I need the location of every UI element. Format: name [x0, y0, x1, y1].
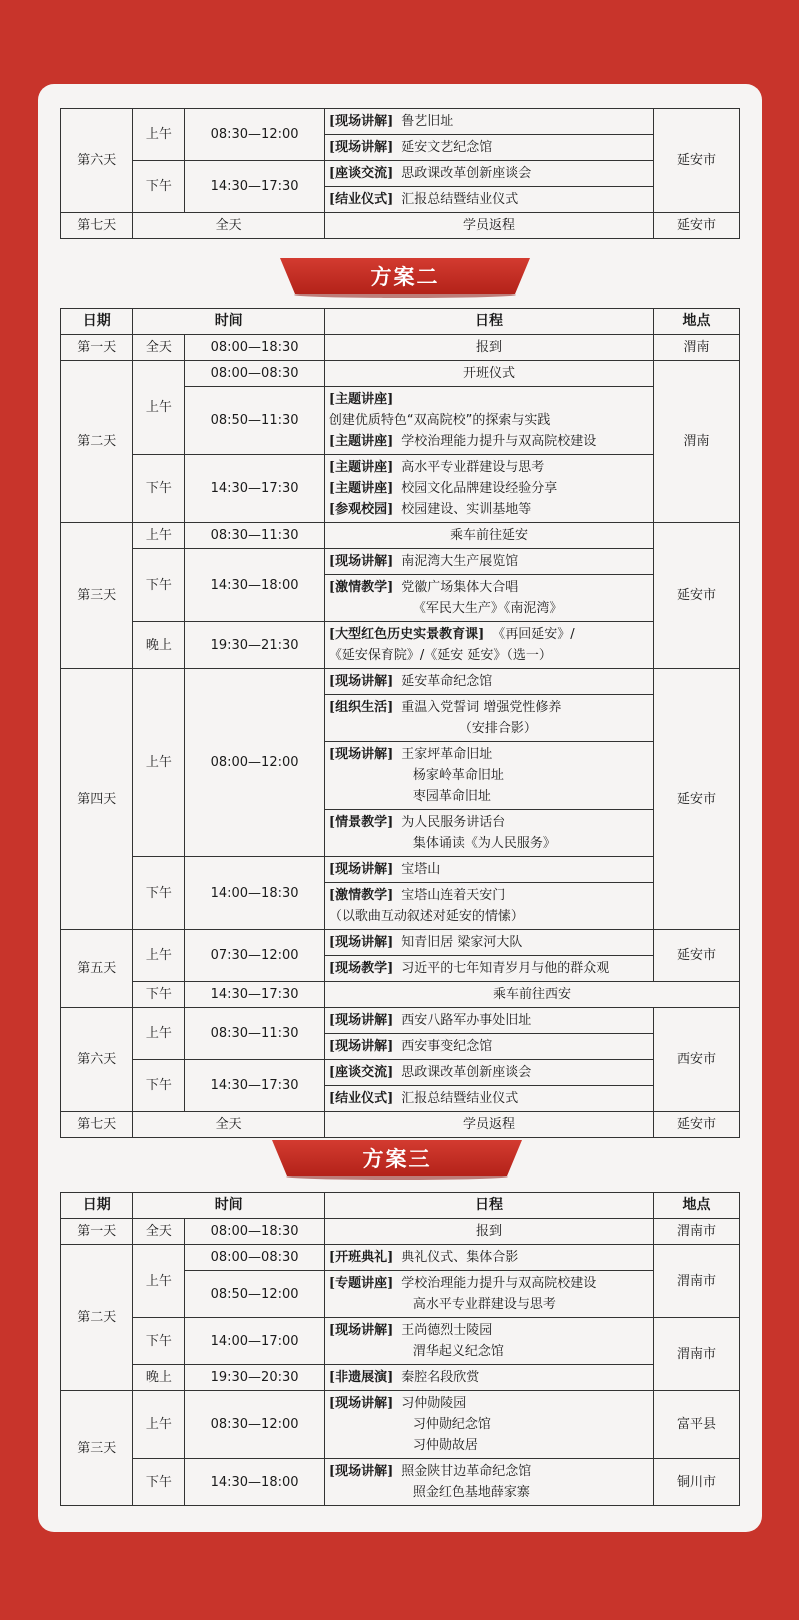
- item-text: 党徽广场集体大合唱: [401, 580, 519, 595]
- item-tag: [激情教学]: [328, 580, 394, 595]
- schedule-item: [324, 1391, 653, 1459]
- item-tag: [结业仪式]: [328, 192, 394, 207]
- plan2-banner: [280, 258, 530, 294]
- header-date: 日期: [61, 1193, 133, 1219]
- item-text: 王家坪革命旧址: [401, 747, 493, 762]
- segment-cell: 晚上: [133, 1365, 185, 1391]
- segment-cell: 上午: [133, 361, 185, 455]
- schedule-item: [324, 387, 653, 455]
- time-cell: 14:30—17:30: [185, 455, 325, 523]
- time-cell: 08:30—12:00: [185, 1391, 325, 1459]
- segment-cell: 上午: [133, 1391, 185, 1459]
- time-cell: 19:30—21:30: [185, 622, 325, 669]
- item-tag: [大型红色历史实景教育课]: [328, 627, 485, 642]
- plan1-tail-table: [60, 108, 740, 239]
- schedule-item: [324, 695, 653, 742]
- day-cell: 第二天: [61, 361, 133, 523]
- segment-cell: 下午: [133, 1459, 185, 1506]
- item-tag: [激情教学]: [328, 888, 394, 903]
- item-text: 集体诵读《为人民服务》: [412, 836, 556, 851]
- item-text: 照金陕甘边革命纪念馆: [401, 1464, 532, 1479]
- schedule-item: [324, 1060, 653, 1086]
- day-cell: 第一天: [61, 1219, 133, 1245]
- item-tag: [现场讲解]: [328, 554, 394, 569]
- segment-cell: 全天: [133, 335, 185, 361]
- schedule-item: [324, 669, 653, 695]
- location-cell: 延安市: [654, 1112, 740, 1138]
- item-text: 习近平的七年知青岁月与他的群众观: [401, 961, 610, 976]
- item-tag: [情景教学]: [328, 815, 394, 830]
- item-tag: [开班典礼]: [328, 1250, 394, 1265]
- schedule-item: [324, 742, 653, 810]
- schedule-item: [324, 956, 653, 982]
- day-cell: 第六天: [61, 109, 133, 213]
- item-text: 杨家岭革命旧址: [412, 768, 504, 783]
- location-cell: 富平县: [654, 1391, 740, 1459]
- plan3-banner: [272, 1140, 522, 1176]
- item-tag: [现场讲解]: [328, 1013, 394, 1028]
- plan2-table: [60, 308, 740, 1138]
- item-tag: [现场讲解]: [328, 140, 394, 155]
- time-cell: 14:30—18:00: [185, 549, 325, 622]
- item-text: 延安革命纪念馆: [401, 674, 493, 689]
- item-text: （以歌曲互动叙述对延安的情愫）: [328, 909, 524, 924]
- plan3-title: 方案三: [362, 1146, 432, 1171]
- day-cell: 第七天: [61, 1112, 133, 1138]
- schedule-item: [324, 135, 653, 161]
- location-cell: 渭南市: [654, 1318, 740, 1391]
- item-text: 枣园革命旧址: [412, 789, 491, 804]
- item-tag: [现场讲解]: [328, 1039, 394, 1054]
- time-cell: 08:00—18:30: [185, 335, 325, 361]
- item-text: 王尚德烈士陵园: [401, 1323, 493, 1338]
- time-cell: 08:50—12:00: [185, 1271, 325, 1318]
- time-cell: 14:30—17:30: [185, 161, 325, 213]
- time-cell: 08:30—11:30: [185, 523, 325, 549]
- day-cell: 第四天: [61, 669, 133, 930]
- schedule-item: [324, 1086, 653, 1112]
- segment-cell: 上午: [133, 669, 185, 857]
- schedule-item: [324, 575, 653, 622]
- schedule-item: [324, 1008, 653, 1034]
- item-text: 秦腔名段欣赏: [401, 1370, 480, 1385]
- location-cell: 渭南市: [654, 1219, 740, 1245]
- schedule-item: [324, 1034, 653, 1060]
- time-cell: 08:30—12:00: [185, 109, 325, 161]
- item-text: 鲁艺旧址: [401, 114, 454, 129]
- item-tag: [现场讲解]: [328, 114, 394, 129]
- item-text: 高水平专业群建设与思考: [401, 460, 545, 475]
- plan2-title: 方案二: [370, 264, 440, 289]
- schedule-item: [324, 161, 653, 187]
- item-text: 《再回延安》/: [492, 627, 575, 642]
- time-cell: 08:30—11:30: [185, 1008, 325, 1060]
- location-cell: 西安市: [654, 1008, 740, 1112]
- location-cell: 渭南: [654, 361, 740, 523]
- location-cell: 延安市: [654, 213, 740, 239]
- time-cell: 14:00—17:00: [185, 1318, 325, 1365]
- item-text: 知青旧居 梁家河大队: [401, 935, 523, 950]
- time-cell: 08:00—08:30: [185, 1245, 325, 1271]
- schedule-item: [324, 810, 653, 857]
- item-text: 宝塔山: [401, 862, 441, 877]
- location-cell: 渭南: [654, 335, 740, 361]
- schedule-item: [324, 857, 653, 883]
- schedule-item: [324, 1459, 653, 1506]
- header-schedule: 日程: [324, 1193, 653, 1219]
- item-text: 《延安保育院》/《延安 延安》（选一）: [328, 648, 552, 663]
- item-tag: [现场讲解]: [328, 747, 394, 762]
- item-tag: [现场讲解]: [328, 862, 394, 877]
- schedule-item: [324, 1245, 653, 1271]
- item-tag: [主题讲座]: [328, 434, 394, 449]
- location-cell: 渭南市: [654, 1245, 740, 1318]
- item-text: 为人民服务讲话台: [401, 815, 506, 830]
- segment-cell: 上午: [133, 1245, 185, 1318]
- location-cell: 延安市: [654, 930, 740, 982]
- time-cell: 全天: [133, 1112, 324, 1138]
- item-tag: [主题讲座]: [328, 481, 394, 496]
- plan3-table: [60, 1192, 740, 1506]
- time-cell: 08:00—12:00: [185, 669, 325, 857]
- time-cell: 14:00—18:30: [185, 857, 325, 930]
- schedule-item: [324, 455, 653, 523]
- item-text: 校园文化品牌建设经验分享: [401, 481, 558, 496]
- item-text: 照金红色基地薛家寨: [412, 1485, 530, 1500]
- location-cell: 延安市: [654, 109, 740, 213]
- header-place: 地点: [654, 309, 740, 335]
- schedule-item: 学员返程: [324, 213, 653, 239]
- item-text: 《军民大生产》《南泥湾》: [412, 601, 563, 616]
- header-time: 时间: [133, 1193, 324, 1219]
- item-tag: [现场讲解]: [328, 1464, 394, 1479]
- schedule-item: [324, 883, 653, 930]
- schedule-item: 乘车前往西安: [324, 982, 739, 1008]
- item-text: 渭华起义纪念馆: [412, 1344, 504, 1359]
- segment-cell: 上午: [133, 1008, 185, 1060]
- schedule-item: [324, 1318, 653, 1365]
- header-date: 日期: [61, 309, 133, 335]
- location-cell: 铜川市: [654, 1459, 740, 1506]
- item-text: 西安事变纪念馆: [401, 1039, 493, 1054]
- schedule-item: 学员返程: [324, 1112, 653, 1138]
- item-tag: [专题讲座]: [328, 1276, 394, 1291]
- segment-cell: 下午: [133, 982, 185, 1008]
- item-text: 宝塔山连着天安门: [401, 888, 506, 903]
- item-text: 重温入党誓词 增强党性修养: [401, 700, 562, 715]
- item-text: 南泥湾大生产展览馆: [401, 554, 519, 569]
- segment-cell: 下午: [133, 1060, 185, 1112]
- segment-cell: 上午: [133, 109, 185, 161]
- segment-cell: 上午: [133, 523, 185, 549]
- item-text: 学校治理能力提升与双高院校建设: [401, 434, 597, 449]
- schedule-item: [324, 622, 653, 669]
- item-text: 高水平专业群建设与思考: [412, 1297, 556, 1312]
- item-tag: [现场讲解]: [328, 674, 394, 689]
- schedule-item: [324, 930, 653, 956]
- item-text: 汇报总结暨结业仪式: [401, 1091, 519, 1106]
- item-tag: [现场讲解]: [328, 935, 394, 950]
- schedule-item: [324, 549, 653, 575]
- header-time: 时间: [133, 309, 324, 335]
- item-tag: [座谈交流]: [328, 166, 394, 181]
- item-text: 创建优质特色“双高院校”的探索与实践: [328, 413, 551, 428]
- schedule-item: [324, 1271, 653, 1318]
- item-tag: [主题讲座]: [328, 460, 394, 475]
- item-tag: [非遗展演]: [328, 1370, 394, 1385]
- item-tag: [现场教学]: [328, 961, 394, 976]
- segment-cell: 下午: [133, 857, 185, 930]
- item-text: 汇报总结暨结业仪式: [401, 192, 519, 207]
- day-cell: 第六天: [61, 1008, 133, 1112]
- item-text: 习仲勋故居: [412, 1438, 478, 1453]
- day-cell: 第三天: [61, 523, 133, 669]
- item-text: 校园建设、实训基地等: [401, 502, 532, 517]
- day-cell: 第七天: [61, 213, 133, 239]
- header-schedule: 日程: [324, 309, 653, 335]
- item-tag: [结业仪式]: [328, 1091, 394, 1106]
- segment-cell: 上午: [133, 930, 185, 982]
- time-cell: 14:30—17:30: [185, 1060, 325, 1112]
- item-text: 学校治理能力提升与双高院校建设: [401, 1276, 597, 1291]
- item-tag: [座谈交流]: [328, 1065, 394, 1080]
- item-text: 延安文艺纪念馆: [401, 140, 493, 155]
- time-cell: 14:30—18:00: [185, 1459, 325, 1506]
- segment-cell: 下午: [133, 1318, 185, 1365]
- time-cell: 07:30—12:00: [185, 930, 325, 982]
- schedule-item: [324, 109, 653, 135]
- location-cell: 延安市: [654, 669, 740, 930]
- item-text: （安排合影）: [458, 721, 537, 736]
- schedule-item: [324, 187, 653, 213]
- day-cell: 第二天: [61, 1245, 133, 1391]
- location-cell: 延安市: [654, 523, 740, 669]
- day-cell: 第一天: [61, 335, 133, 361]
- item-text: 习仲勋陵园: [401, 1396, 467, 1411]
- time-cell: 08:50—11:30: [185, 387, 325, 455]
- segment-cell: 下午: [133, 161, 185, 213]
- time-cell: 08:00—18:30: [185, 1219, 325, 1245]
- item-tag: [现场讲解]: [328, 1396, 394, 1411]
- segment-cell: 下午: [133, 455, 185, 523]
- schedule-item: [324, 1365, 653, 1391]
- schedule-item: 报到: [324, 1219, 653, 1245]
- item-text: 思政课改革创新座谈会: [401, 1065, 532, 1080]
- item-text: 思政课改革创新座谈会: [401, 166, 532, 181]
- day-cell: 第三天: [61, 1391, 133, 1506]
- time-cell: 14:30—17:30: [185, 982, 325, 1008]
- time-cell: 08:00—08:30: [185, 361, 325, 387]
- item-tag: [参观校园]: [328, 502, 394, 517]
- item-text: 西安八路军办事处旧址: [401, 1013, 532, 1028]
- day-cell: 第五天: [61, 930, 133, 1008]
- item-tag: [组织生活]: [328, 700, 394, 715]
- item-text: 典礼仪式、集体合影: [401, 1250, 519, 1265]
- item-tag: [现场讲解]: [328, 1323, 394, 1338]
- schedule-item: 开班仪式: [324, 361, 653, 387]
- header-place: 地点: [654, 1193, 740, 1219]
- schedule-item: 乘车前往延安: [324, 523, 653, 549]
- item-text: 习仲勋纪念馆: [412, 1417, 491, 1432]
- segment-cell: 全天: [133, 1219, 185, 1245]
- segment-cell: 下午: [133, 549, 185, 622]
- time-cell: 全天: [133, 213, 324, 239]
- schedule-item: 报到: [324, 335, 653, 361]
- item-tag: [主题讲座]: [328, 392, 394, 407]
- segment-cell: 晚上: [133, 622, 185, 669]
- time-cell: 19:30—20:30: [185, 1365, 325, 1391]
